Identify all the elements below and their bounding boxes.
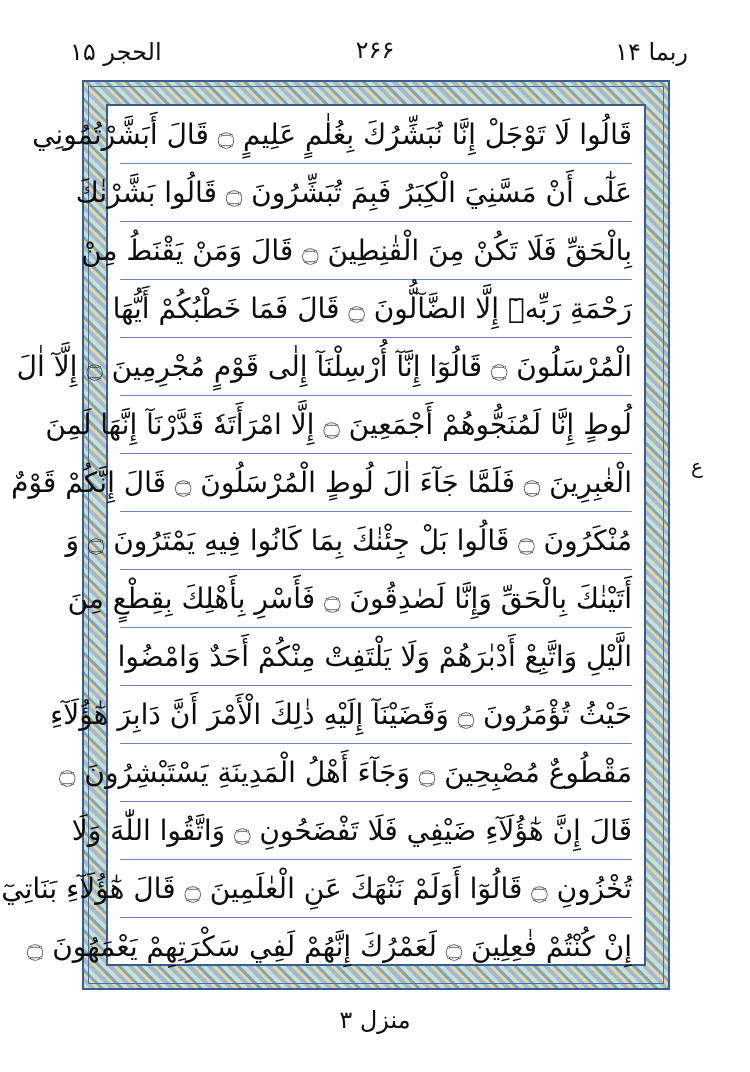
manzil-footer: منزل ۳ [339,1006,411,1034]
verse-line: رَحْمَةِ رَبِّهٖٓ إِلَّا الضَّآلُّونَ ۝ قَالَ فَمَا خَطْبُكُمْ أَيُّهَا [120,280,632,338]
verse-panel [1,104,646,966]
page-number: ۲۶۶ [355,36,395,64]
verse-line: الَّيْلِ وَاتَّبِعْ أَدْبٰرَهُمْ وَلَا يَلْتَفِتْ مِنْكُمْ أَحَدٌ وَامْضُوا [120,628,632,686]
verse-line: قَالُوا لَا تَوْجَلْ إِنَّا نُبَشِّرُكَ بِغُلٰمٍ عَلِيمٍ ۝ قَالَ أَبَشَّرْتُمُونِي [120,106,632,164]
verse-line: عَلٰٓى أَنْ مَسَّنِيَ الْكِبَرُ فَبِمَ تُبَشِّرُونَ ۝ قَالُوا بَشَّرْنٰكَ [120,164,632,222]
ruku-marker: ع [691,454,703,478]
verse-line: إِنْ كُنْتُمْ فٰعِلِينَ ۝ لَعَمْرُكَ إِنَّهُمْ لَفِي سَكْرَتِهِمْ يَعْمَهُونَ ۝ [26,930,632,963]
verse-line: أَتَيْنٰكَ بِالْحَقِّ وَإِنَّا لَصٰدِقُونَ ۝ فَأَسْرِ بِأَهْلِكَ بِقِطْعٍ مِنَ [120,570,632,628]
verse-line: مُنْكَرُونَ ۝ قَالُوا بَلْ جِئْنٰكَ بِمَا كَانُوا فِيهِ يَمْتَرُونَ ۝ وَ [120,512,632,570]
verse-line: بِالْحَقِّ فَلَا تَكُنْ مِنَ الْقٰنِطِينَ ۝ قَالَ وَمَنْ يَقْنَطُ مِنْ [120,222,632,280]
verse-line: لُوطٍ إِنَّا لَمُنَجُّوهُمْ أَجْمَعِينَ ۝ إِلَّا امْرَأَتَهٗ قَدَّرْنَآ إِنَّهَا لَمِنَ [120,396,632,454]
verse-line: قَالَ إِنَّ هٰٓؤُلَآءِ ضَيْفِي فَلَا تَفْضَحُونِ ۝ وَاتَّقُوا اللّٰهَ وَلَا [120,802,632,860]
verse-line: حَيْثُ تُؤْمَرُونَ ۝ وَقَضَيْنَآ إِلَيْهِ ذٰلِكَ الْأَمْرَ أَنَّ دَابِرَ هٰٓؤُلَآءِ [120,686,632,744]
juz-name-header: ربما ۱۴ [615,38,688,66]
ornamental-border [1,80,670,990]
verse-line: تُخْزُونِ ۝ قَالُوٓا أَوَلَمْ نَنْهَكَ عَنِ الْعٰلَمِينَ ۝ قَالَ هٰٓؤُلَآءِ بَنَاتِيٓ [120,860,632,918]
verse-line: الْغٰبِرِينَ ۝ فَلَمَّا جَآءَ اٰلَ لُوطٍ الْمُرْسَلُونَ ۝ قَالَ إِنَّكُمْ قَوْمٌ [120,454,632,512]
verse-line: الْمُرْسَلُونَ ۝ قَالُوٓا إِنَّآ أُرْسِلْنَآ إِلٰى قَوْمٍ مُجْرِمِينَ ۝ إِلَّآ اٰلَ [120,338,632,396]
surah-name-header: الحجر ۱۵ [70,38,162,66]
verse-line: مَقْطُوعٌ مُصْبِحِينَ ۝ وَجَآءَ أَهْلُ الْمَدِينَةِ يَسْتَبْشِرُونَ ۝ [120,744,632,802]
